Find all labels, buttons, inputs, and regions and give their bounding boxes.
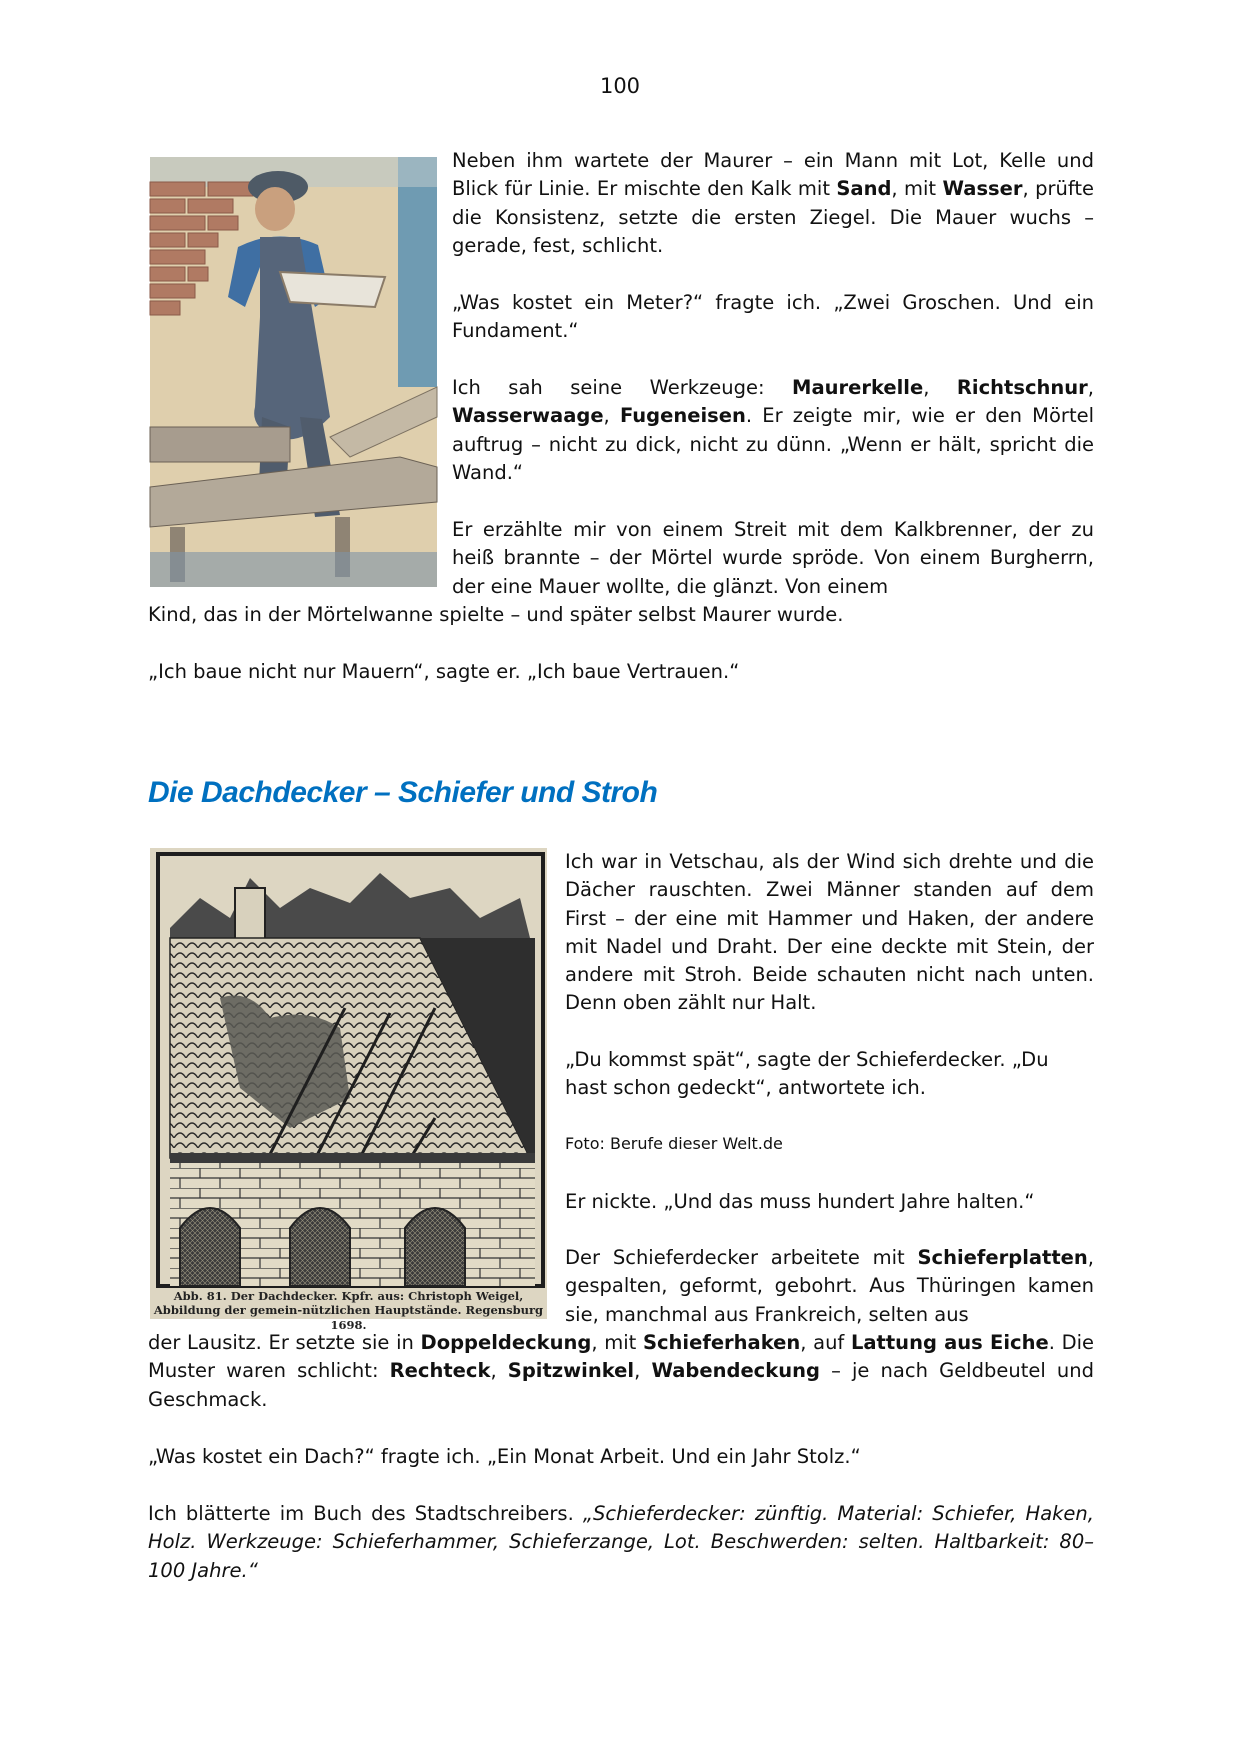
text-run: der Lausitz. Er setzte sie in xyxy=(148,1331,421,1354)
bold-term: Lattung aus Eiche xyxy=(850,1331,1049,1354)
text-run: . Er zeigte mir, wie er den Mörtel auftrug – nicht zu dick, nicht zu dünn. „Wenn er hält, spricht die Wand.“ xyxy=(452,404,1095,484)
paragraph-stadtschreiber xyxy=(148,1500,1094,1585)
paragraph-schieferplatten xyxy=(565,1244,1094,1329)
mason-illustration-icon xyxy=(150,157,437,587)
paragraph-mason-quote xyxy=(148,658,1094,686)
text-run: Der Schieferdecker arbeitete mit xyxy=(565,1246,918,1269)
text-run: , mit xyxy=(591,1331,643,1354)
photo-credit: Foto: Berufe dieser Welt.de xyxy=(565,1134,783,1153)
text-run: , xyxy=(1087,376,1094,399)
paragraph-mason-price xyxy=(452,289,1094,346)
bold-term: Sand xyxy=(836,177,892,201)
text-run: „Was kostet ein Meter?“ fragte ich. „Zwei Groschen. Und ein Fundament.“ xyxy=(452,291,1094,343)
text-run: Ich sah seine Werkzeuge: xyxy=(452,376,793,399)
text-run: , prüfte die Konsistenz, setzte die ersten Ziegel. Die Mauer wuchs – gerade, fest, schlicht. xyxy=(452,177,1095,257)
text-run: , xyxy=(923,376,957,399)
text-run: „Ich baue nicht nur Mauern“, sagte er. „Ich baue Vertrauen.“ xyxy=(148,660,740,683)
bold-term: Schieferplatten xyxy=(917,1246,1088,1269)
mason-illustration xyxy=(150,157,437,587)
figure-caption-line2: Abbildung der gemein-nützlichen Hauptstände. Regensburg 1698. xyxy=(153,1303,544,1332)
bold-term: Wasserwaage xyxy=(452,404,604,428)
text-run: „Was kostet ein Dach?“ fragte ich. „Ein Monat Arbeit. Und ein Jahr Stolz.“ xyxy=(148,1445,861,1468)
paragraph-mason-intro xyxy=(452,147,1094,260)
text-run: , xyxy=(634,1359,652,1383)
paragraph-vetschau xyxy=(565,848,1094,1018)
text-run: , xyxy=(603,404,620,428)
text-run: , auf xyxy=(800,1331,851,1354)
figure-caption-line1: Abb. 81. Der Dachdecker. Kpfr. aus: Christoph Weigel, xyxy=(173,1289,524,1303)
page-number: 100 xyxy=(599,74,641,98)
text-run: „Du kommst spät“, sagte der Schieferdecker. „Du hast schon gedeckt“, antwortete ich. xyxy=(565,1048,1049,1100)
bold-term: Richtschnur xyxy=(956,376,1088,399)
text-run: – je nach Geldbeutel und Geschmack. xyxy=(148,1359,1095,1411)
text-run: , gespalten, geformt, gebohrt. Aus Thüringen kamen sie, manchmal aus Frankreich, selten aus xyxy=(565,1246,1094,1326)
italic-quote: „Schieferdecker: zünftig. Material: Schiefer, Haken, Holz. Werkzeuge: Schieferhammer, Schieferzange, Lot. Beschwerden: selten. Haltbarkeit: 80–100 Jahre.“ xyxy=(148,1502,1094,1582)
paragraph-mason-tools xyxy=(452,374,1094,487)
text-run: , xyxy=(490,1359,508,1383)
bold-term: Wabendeckung xyxy=(651,1359,820,1383)
text-run: Ich war in Vetschau, als der Wind sich drehte und die Dächer rauschten. Zwei Männer standen auf dem First – der eine mit Hammer und Haken, der andere mit Nadel und Draht. Der eine deckte mit Stein, der andere mit Stroh. Beide schauten nicht nach unten. Denn oben zählt nur Halt. xyxy=(565,850,1094,1015)
paragraph-er-nickte xyxy=(565,1188,1094,1216)
bold-term: Maurerkelle xyxy=(792,376,924,399)
section-heading-dachdecker: Die Dachdecker – Schiefer und Stroh xyxy=(148,776,658,809)
paragraph-mason-stories xyxy=(452,516,1094,601)
bold-term: Doppeldeckung xyxy=(420,1331,592,1354)
bold-term: Rechteck xyxy=(389,1359,491,1383)
text-run: , mit xyxy=(891,177,943,201)
bold-term: Schieferhaken xyxy=(642,1331,801,1354)
roofer-illustration xyxy=(150,848,547,1332)
text-run: Kind, das in der Mörtelwanne spielte – und später selbst Maurer wurde. xyxy=(148,603,844,626)
text-run: Ich blätterte im Buch des Stadtschreibers. xyxy=(148,1502,583,1525)
text-run: Neben ihm wartete der Maurer – ein Mann mit Lot, Kelle und Blick für Linie. Er mischte den Kalk mit xyxy=(452,149,1094,201)
paragraph-du-kommst-spaet xyxy=(565,1046,1094,1103)
paragraph-dach-price xyxy=(148,1443,1094,1471)
paragraph-doppeldeckung xyxy=(148,1329,1094,1414)
text-run: Er erzählte mir von einem Streit mit dem Kalkbrenner, der zu heiß brannte – der Mörtel wurde spröde. Von einem Burgherrn, der eine Mauer wollte, die glänzt. Von einem xyxy=(452,518,1094,598)
roofer-woodcut-icon xyxy=(150,848,547,1319)
bold-term: Wasser xyxy=(942,177,1023,201)
bold-term: Spitzwinkel xyxy=(507,1359,635,1383)
bold-term: Fugeneisen xyxy=(619,404,746,428)
text-run: . Die Muster waren schlicht: xyxy=(148,1331,1094,1383)
text-run: Er nickte. „Und das muss hundert Jahre halten.“ xyxy=(565,1190,1035,1213)
paragraph-mason-stories-continued xyxy=(148,601,1094,629)
